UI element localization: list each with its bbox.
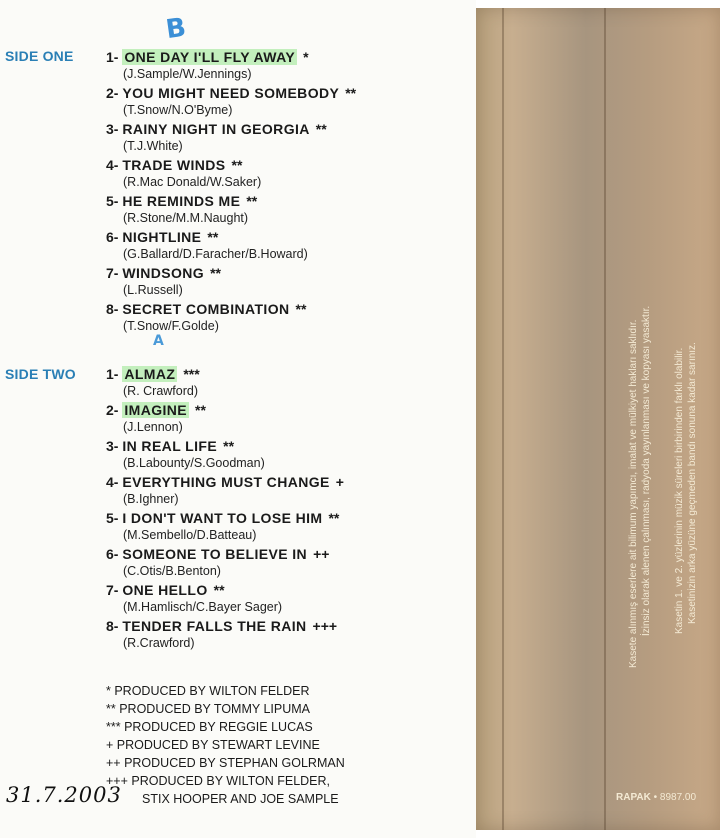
- track-number: 7-: [106, 265, 119, 281]
- track-title: EVERYTHING MUST CHANGE: [122, 474, 330, 490]
- producer-mark: +++: [312, 618, 338, 634]
- producer-mark: **: [223, 438, 235, 454]
- track-title: NIGHTLINE: [122, 229, 202, 245]
- track-credit: (T.J.White): [123, 139, 183, 153]
- producer-notes: [106, 684, 345, 810]
- track-number: 1-: [106, 49, 119, 65]
- track-number: 3-: [106, 438, 119, 454]
- track-credit: (T.Snow/N.O'Byme): [123, 103, 233, 117]
- producer-mark: **: [246, 193, 258, 209]
- producer-note: +++ PRODUCED BY WILTON FELDER,: [106, 774, 331, 788]
- track-title: IN REAL LIFE: [122, 438, 218, 454]
- handwritten-side-mark: A: [153, 333, 164, 349]
- track-title: ALMAZ: [124, 366, 176, 382]
- producer-mark: **: [213, 582, 225, 598]
- producer-mark: **: [315, 121, 327, 137]
- copyright-notice: İzinsiz olarak alenen çalınması, radyoda yayınlanması ve kopyası yasaktır.: [641, 305, 652, 636]
- producer-mark: **: [210, 265, 222, 281]
- brand-name: RAPAK: [616, 792, 651, 803]
- track-title: TENDER FALLS THE RAIN: [122, 618, 307, 634]
- track-title: SECRET COMBINATION: [122, 301, 290, 317]
- producer-note: STIX HOOPER AND JOE SAMPLE: [142, 792, 339, 806]
- track-title: I DON'T WANT TO LOSE HIM: [122, 510, 323, 526]
- producer-mark: *: [303, 49, 309, 65]
- track-credit: (B.Labounty/S.Goodman): [123, 456, 265, 470]
- track-number: 2-: [106, 402, 119, 418]
- producer-mark: +: [335, 474, 344, 490]
- track-credit: (R.Crawford): [123, 636, 195, 650]
- track-title: SOMEONE TO BELIEVE IN: [122, 546, 308, 562]
- track-title: IMAGINE: [124, 402, 188, 418]
- track-credit: (G.Ballard/D.Faracher/B.Howard): [123, 247, 308, 261]
- track-number: 4-: [106, 157, 119, 173]
- catalog-number: [616, 792, 696, 803]
- catalog-code: • 8987.00: [653, 792, 697, 803]
- producer-mark: **: [328, 510, 340, 526]
- producer-note: *** PRODUCED BY REGGIE LUCAS: [106, 720, 313, 734]
- track-title: YOU MIGHT NEED SOMEBODY: [122, 85, 340, 101]
- producer-mark: **: [345, 85, 357, 101]
- track-number: 6-: [106, 546, 119, 562]
- track-credit: (M.Hamlisch/C.Bayer Sager): [123, 600, 283, 614]
- track-credit: (R.Stone/M.M.Naught): [123, 211, 249, 225]
- track-title: ONE HELLO: [122, 582, 208, 598]
- track-title: ONE DAY I'LL FLY AWAY: [124, 49, 296, 65]
- producer-note: ++ PRODUCED BY STEPHAN GOLRMAN: [106, 756, 345, 770]
- producer-mark: **: [231, 157, 243, 173]
- playback-notice: Kasetinizin arka yüzüne geçmeden bandı sonuna kadar sarınız.: [687, 342, 698, 624]
- track-credit: (M.Sembello/D.Batteau): [123, 528, 257, 542]
- track-credit: (R. Crawford): [123, 384, 199, 398]
- producer-mark: ***: [183, 366, 200, 382]
- track-credit: (B.Ighner): [123, 492, 179, 506]
- track-credit: (R.Mac Donald/W.Saker): [123, 175, 262, 189]
- producer-mark: **: [195, 402, 206, 418]
- track-credit: (C.Otis/B.Benton): [123, 564, 221, 578]
- track-number: 2-: [106, 85, 119, 101]
- playback-notice: Kasetin 1. ve 2. yüzlerinin müzik süreleri birbirinden farklı olabilir.: [674, 347, 685, 634]
- track-title: TRADE WINDS: [122, 157, 226, 173]
- cassette-spine: [476, 8, 720, 830]
- handwritten-side-mark: B: [164, 12, 188, 46]
- side-two-label: SIDE TWO: [5, 366, 76, 382]
- track-number: 7-: [106, 582, 119, 598]
- producer-note: * PRODUCED BY WILTON FELDER: [106, 684, 310, 698]
- track-credit: (T.Snow/F.Golde): [123, 319, 219, 333]
- producer-note: + PRODUCED BY STEWART LEVINE: [106, 738, 320, 752]
- track-credit: (J.Lennon): [123, 420, 183, 434]
- track-number: 6-: [106, 229, 119, 245]
- track-title: WINDSONG: [122, 265, 205, 281]
- track-title: RAINY NIGHT IN GEORGIA: [122, 121, 310, 137]
- track-number: 1-: [106, 366, 119, 382]
- producer-note: ** PRODUCED BY TOMMY LIPUMA: [106, 702, 310, 716]
- side-one-label: SIDE ONE: [5, 48, 74, 64]
- track-credit: (J.Sample/W.Jennings): [123, 67, 252, 81]
- track-number: 5-: [106, 193, 119, 209]
- track-number: 5-: [106, 510, 119, 526]
- producer-mark: **: [295, 301, 307, 317]
- producer-mark: ++: [313, 546, 330, 562]
- track-credit: (L.Russell): [123, 283, 183, 297]
- copyright-notice: Kasete alınmış eserlere ait bilimum yapımcı, imalat ve mülkiyet hakları saklıdır.: [628, 319, 639, 668]
- handwritten-date: 31.7.2003: [6, 783, 122, 807]
- track-number: 3-: [106, 121, 119, 137]
- track-title: HE REMINDS ME: [122, 193, 241, 209]
- track-number: 8-: [106, 301, 119, 317]
- track-number: 4-: [106, 474, 119, 490]
- producer-mark: **: [207, 229, 219, 245]
- track-number: 8-: [106, 618, 119, 634]
